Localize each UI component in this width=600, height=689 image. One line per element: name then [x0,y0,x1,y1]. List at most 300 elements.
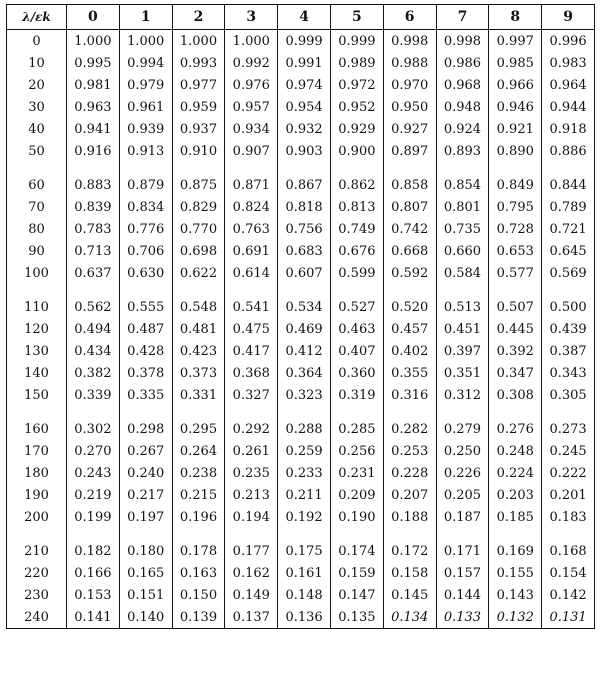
row-label: 100 [7,262,67,284]
value-cell: 0.188 [383,506,436,528]
value-cell: 0.964 [542,74,595,96]
value-cell: 0.194 [225,506,278,528]
row-label: 50 [7,140,67,162]
row-label: 60 [7,174,67,196]
value-cell: 0.886 [542,140,595,162]
value-cell: 0.137 [225,606,278,629]
table-row [7,418,595,440]
value-cell: 0.302 [67,418,120,440]
table-row [7,362,595,384]
value-cell: 0.907 [225,140,278,162]
value-cell: 0.183 [542,506,595,528]
value-cell: 0.959 [172,96,225,118]
value-cell: 0.368 [225,362,278,384]
value-cell: 0.770 [172,218,225,240]
value-cell: 0.155 [489,562,542,584]
value-cell: 0.824 [225,196,278,218]
value-cell: 0.883 [67,174,120,196]
value-cell: 0.203 [489,484,542,506]
value-cell: 0.981 [67,74,120,96]
table-row [7,96,595,118]
table-row [7,384,595,406]
value-cell: 0.849 [489,174,542,196]
value-cell: 0.867 [278,174,331,196]
value-cell: 0.282 [383,418,436,440]
value-cell: 0.136 [278,606,331,629]
value-cell: 0.970 [383,74,436,96]
value-cell: 0.834 [119,196,172,218]
value-cell: 0.941 [67,118,120,140]
value-cell: 0.653 [489,240,542,262]
value-cell: 0.150 [172,584,225,606]
value-cell: 1.000 [119,30,172,53]
value-cell: 0.211 [278,484,331,506]
value-cell: 0.713 [67,240,120,262]
row-label: 240 [7,606,67,629]
value-cell: 0.645 [542,240,595,262]
value-cell: 0.584 [436,262,489,284]
value-cell: 0.706 [119,240,172,262]
value-cell: 0.171 [436,540,489,562]
value-cell: 0.977 [172,74,225,96]
value-cell: 0.952 [330,96,383,118]
column-header: 7 [436,5,489,30]
value-cell: 0.143 [489,584,542,606]
table-row [7,74,595,96]
table-row [7,462,595,484]
value-cell: 0.158 [383,562,436,584]
value-cell: 0.921 [489,118,542,140]
value-cell: 0.996 [542,30,595,53]
table-row [7,606,595,629]
value-cell: 0.494 [67,318,120,340]
value-cell: 0.402 [383,340,436,362]
value-cell: 0.133 [436,606,489,629]
value-cell: 0.161 [278,562,331,584]
value-cell: 0.976 [225,74,278,96]
value-cell: 0.668 [383,240,436,262]
value-cell: 0.937 [172,118,225,140]
value-cell: 0.998 [383,30,436,53]
value-cell: 0.890 [489,140,542,162]
column-header: 2 [172,5,225,30]
value-cell: 0.135 [330,606,383,629]
table-row [7,296,595,318]
value-cell: 0.527 [330,296,383,318]
value-cell: 0.134 [383,606,436,629]
value-cell: 0.451 [436,318,489,340]
group-spacer [7,406,595,418]
value-cell: 0.235 [225,462,278,484]
value-cell: 0.382 [67,362,120,384]
column-header: 9 [542,5,595,30]
value-cell: 0.434 [67,340,120,362]
value-cell: 0.910 [172,140,225,162]
value-cell: 0.721 [542,218,595,240]
value-cell: 0.927 [383,118,436,140]
corner-label: λ/εk [7,5,67,30]
value-cell: 0.445 [489,318,542,340]
value-cell: 0.534 [278,296,331,318]
value-cell: 0.903 [278,140,331,162]
value-cell: 0.392 [489,340,542,362]
value-cell: 0.871 [225,174,278,196]
value-cell: 0.963 [67,96,120,118]
value-cell: 0.154 [542,562,595,584]
value-cell: 0.233 [278,462,331,484]
value-cell: 0.213 [225,484,278,506]
value-cell: 0.735 [436,218,489,240]
value-cell: 0.756 [278,218,331,240]
value-cell: 0.992 [225,52,278,74]
value-cell: 0.163 [172,562,225,584]
value-cell: 0.323 [278,384,331,406]
value-cell: 0.988 [383,52,436,74]
table-row [7,440,595,462]
value-cell: 0.305 [542,384,595,406]
value-cell: 0.288 [278,418,331,440]
value-cell: 0.801 [436,196,489,218]
value-cell: 0.994 [119,52,172,74]
value-cell: 0.939 [119,118,172,140]
value-cell: 0.763 [225,218,278,240]
column-header: 3 [225,5,278,30]
value-cell: 0.948 [436,96,489,118]
value-cell: 0.839 [67,196,120,218]
row-label: 0 [7,30,67,53]
value-cell: 0.209 [330,484,383,506]
value-cell: 0.520 [383,296,436,318]
row-label: 80 [7,218,67,240]
value-cell: 0.749 [330,218,383,240]
value-cell: 0.622 [172,262,225,284]
value-cell: 0.285 [330,418,383,440]
value-cell: 0.240 [119,462,172,484]
value-cell: 0.197 [119,506,172,528]
table-row [7,484,595,506]
value-cell: 0.331 [172,384,225,406]
row-label: 200 [7,506,67,528]
value-cell: 0.913 [119,140,172,162]
value-cell: 0.222 [542,462,595,484]
value-cell: 0.162 [225,562,278,584]
value-cell: 0.924 [436,118,489,140]
value-cell: 0.238 [172,462,225,484]
value-cell: 0.995 [67,52,120,74]
value-cell: 0.916 [67,140,120,162]
value-cell: 0.172 [383,540,436,562]
value-cell: 0.295 [172,418,225,440]
row-label: 140 [7,362,67,384]
group-spacer [7,284,595,296]
value-cell: 0.691 [225,240,278,262]
value-cell: 0.439 [542,318,595,340]
value-cell: 0.555 [119,296,172,318]
row-label: 70 [7,196,67,218]
value-cell: 0.319 [330,384,383,406]
value-cell: 0.844 [542,174,595,196]
value-cell: 0.165 [119,562,172,584]
value-cell: 0.487 [119,318,172,340]
value-cell: 0.929 [330,118,383,140]
value-cell: 1.000 [172,30,225,53]
value-cell: 0.131 [542,606,595,629]
value-cell: 0.185 [489,506,542,528]
value-cell: 0.132 [489,606,542,629]
row-label: 40 [7,118,67,140]
row-label: 210 [7,540,67,562]
value-cell: 0.457 [383,318,436,340]
table-row [7,140,595,162]
value-cell: 1.000 [67,30,120,53]
value-cell: 0.256 [330,440,383,462]
value-cell: 0.944 [542,96,595,118]
value-cell: 0.946 [489,96,542,118]
value-cell: 0.728 [489,218,542,240]
value-cell: 0.259 [278,440,331,462]
value-cell: 0.144 [436,584,489,606]
value-cell: 0.248 [489,440,542,462]
value-cell: 0.957 [225,96,278,118]
value-cell: 0.140 [119,606,172,629]
value-cell: 0.298 [119,418,172,440]
value-cell: 0.267 [119,440,172,462]
value-cell: 0.660 [436,240,489,262]
value-cell: 0.177 [225,540,278,562]
value-cell: 0.217 [119,484,172,506]
value-cell: 0.829 [172,196,225,218]
table-row [7,196,595,218]
value-cell: 0.339 [67,384,120,406]
value-cell: 0.993 [172,52,225,74]
value-cell: 0.279 [436,418,489,440]
value-cell: 0.983 [542,52,595,74]
value-cell: 0.676 [330,240,383,262]
column-header: 1 [119,5,172,30]
value-cell: 0.145 [383,584,436,606]
row-label: 120 [7,318,67,340]
value-cell: 0.795 [489,196,542,218]
group-spacer [7,162,595,174]
value-cell: 0.292 [225,418,278,440]
value-cell: 0.698 [172,240,225,262]
value-cell: 0.174 [330,540,383,562]
value-cell: 0.226 [436,462,489,484]
value-cell: 0.250 [436,440,489,462]
value-cell: 0.974 [278,74,331,96]
value-cell: 0.991 [278,52,331,74]
value-cell: 0.592 [383,262,436,284]
value-cell: 0.182 [67,540,120,562]
value-cell: 0.253 [383,440,436,462]
value-cell: 0.637 [67,262,120,284]
value-cell: 0.783 [67,218,120,240]
value-cell: 0.548 [172,296,225,318]
table-body [7,30,595,629]
value-cell: 0.308 [489,384,542,406]
value-cell: 0.813 [330,196,383,218]
value-cell: 0.507 [489,296,542,318]
value-cell: 0.231 [330,462,383,484]
table-header [7,5,595,30]
value-cell: 0.327 [225,384,278,406]
value-cell: 0.900 [330,140,383,162]
value-cell: 0.599 [330,262,383,284]
value-cell: 0.893 [436,140,489,162]
value-cell: 0.954 [278,96,331,118]
value-cell: 0.500 [542,296,595,318]
value-cell: 0.360 [330,362,383,384]
table-row [7,584,595,606]
value-cell: 0.151 [119,584,172,606]
value-cell: 0.245 [542,440,595,462]
value-cell: 0.742 [383,218,436,240]
value-cell: 0.373 [172,362,225,384]
table-row [7,118,595,140]
row-label: 190 [7,484,67,506]
value-cell: 0.243 [67,462,120,484]
value-cell: 0.968 [436,74,489,96]
value-cell: 0.207 [383,484,436,506]
value-cell: 1.000 [225,30,278,53]
value-cell: 0.196 [172,506,225,528]
table-row [7,218,595,240]
table-row [7,318,595,340]
value-cell: 0.776 [119,218,172,240]
row-label: 220 [7,562,67,584]
row-label: 90 [7,240,67,262]
value-cell: 0.934 [225,118,278,140]
value-cell: 0.201 [542,484,595,506]
value-cell: 0.918 [542,118,595,140]
value-cell: 0.417 [225,340,278,362]
value-cell: 0.270 [67,440,120,462]
value-cell: 0.807 [383,196,436,218]
value-cell: 0.192 [278,506,331,528]
value-cell: 0.997 [489,30,542,53]
value-cell: 0.343 [542,362,595,384]
group-spacer [7,528,595,540]
value-cell: 0.569 [542,262,595,284]
row-label: 180 [7,462,67,484]
value-cell: 0.224 [489,462,542,484]
value-cell: 0.215 [172,484,225,506]
value-cell: 0.273 [542,418,595,440]
value-cell: 0.159 [330,562,383,584]
value-cell: 0.157 [436,562,489,584]
value-cell: 0.630 [119,262,172,284]
value-cell: 0.149 [225,584,278,606]
value-cell: 0.180 [119,540,172,562]
value-cell: 0.147 [330,584,383,606]
value-cell: 0.897 [383,140,436,162]
value-cell: 0.142 [542,584,595,606]
value-cell: 0.175 [278,540,331,562]
value-cell: 0.998 [436,30,489,53]
value-cell: 0.178 [172,540,225,562]
value-cell: 0.276 [489,418,542,440]
value-cell: 0.316 [383,384,436,406]
value-cell: 0.961 [119,96,172,118]
value-cell: 0.423 [172,340,225,362]
value-cell: 0.979 [119,74,172,96]
table-row [7,240,595,262]
header-row [7,5,595,30]
value-cell: 0.986 [436,52,489,74]
value-cell: 0.989 [330,52,383,74]
value-cell: 0.972 [330,74,383,96]
value-cell: 0.858 [383,174,436,196]
value-cell: 0.407 [330,340,383,362]
value-cell: 0.264 [172,440,225,462]
value-cell: 0.312 [436,384,489,406]
value-cell: 0.355 [383,362,436,384]
value-cell: 0.261 [225,440,278,462]
value-cell: 0.205 [436,484,489,506]
value-cell: 0.153 [67,584,120,606]
column-header: 6 [383,5,436,30]
value-cell: 0.789 [542,196,595,218]
value-cell: 0.228 [383,462,436,484]
value-cell: 0.475 [225,318,278,340]
value-cell: 0.364 [278,362,331,384]
row-label: 20 [7,74,67,96]
row-label: 110 [7,296,67,318]
value-cell: 0.351 [436,362,489,384]
column-header: 8 [489,5,542,30]
table-row [7,562,595,584]
value-cell: 0.481 [172,318,225,340]
table-row [7,30,595,53]
value-cell: 0.219 [67,484,120,506]
value-cell: 0.879 [119,174,172,196]
value-cell: 0.199 [67,506,120,528]
row-label: 10 [7,52,67,74]
column-header: 0 [67,5,120,30]
value-cell: 0.169 [489,540,542,562]
row-label: 130 [7,340,67,362]
value-cell: 0.347 [489,362,542,384]
value-cell: 0.862 [330,174,383,196]
value-cell: 0.577 [489,262,542,284]
value-cell: 0.541 [225,296,278,318]
value-cell: 0.335 [119,384,172,406]
table-row [7,174,595,196]
table-row [7,506,595,528]
value-cell: 0.854 [436,174,489,196]
stability-coefficient-table [6,4,595,629]
value-cell: 0.950 [383,96,436,118]
value-cell: 0.469 [278,318,331,340]
value-cell: 0.412 [278,340,331,362]
row-label: 160 [7,418,67,440]
value-cell: 0.875 [172,174,225,196]
value-cell: 0.378 [119,362,172,384]
value-cell: 0.985 [489,52,542,74]
table-row [7,52,595,74]
value-cell: 0.187 [436,506,489,528]
value-cell: 0.562 [67,296,120,318]
value-cell: 0.190 [330,506,383,528]
row-label: 170 [7,440,67,462]
row-label: 230 [7,584,67,606]
value-cell: 0.932 [278,118,331,140]
value-cell: 0.168 [542,540,595,562]
value-cell: 0.387 [542,340,595,362]
value-cell: 0.614 [225,262,278,284]
value-cell: 0.166 [67,562,120,584]
value-cell: 0.607 [278,262,331,284]
